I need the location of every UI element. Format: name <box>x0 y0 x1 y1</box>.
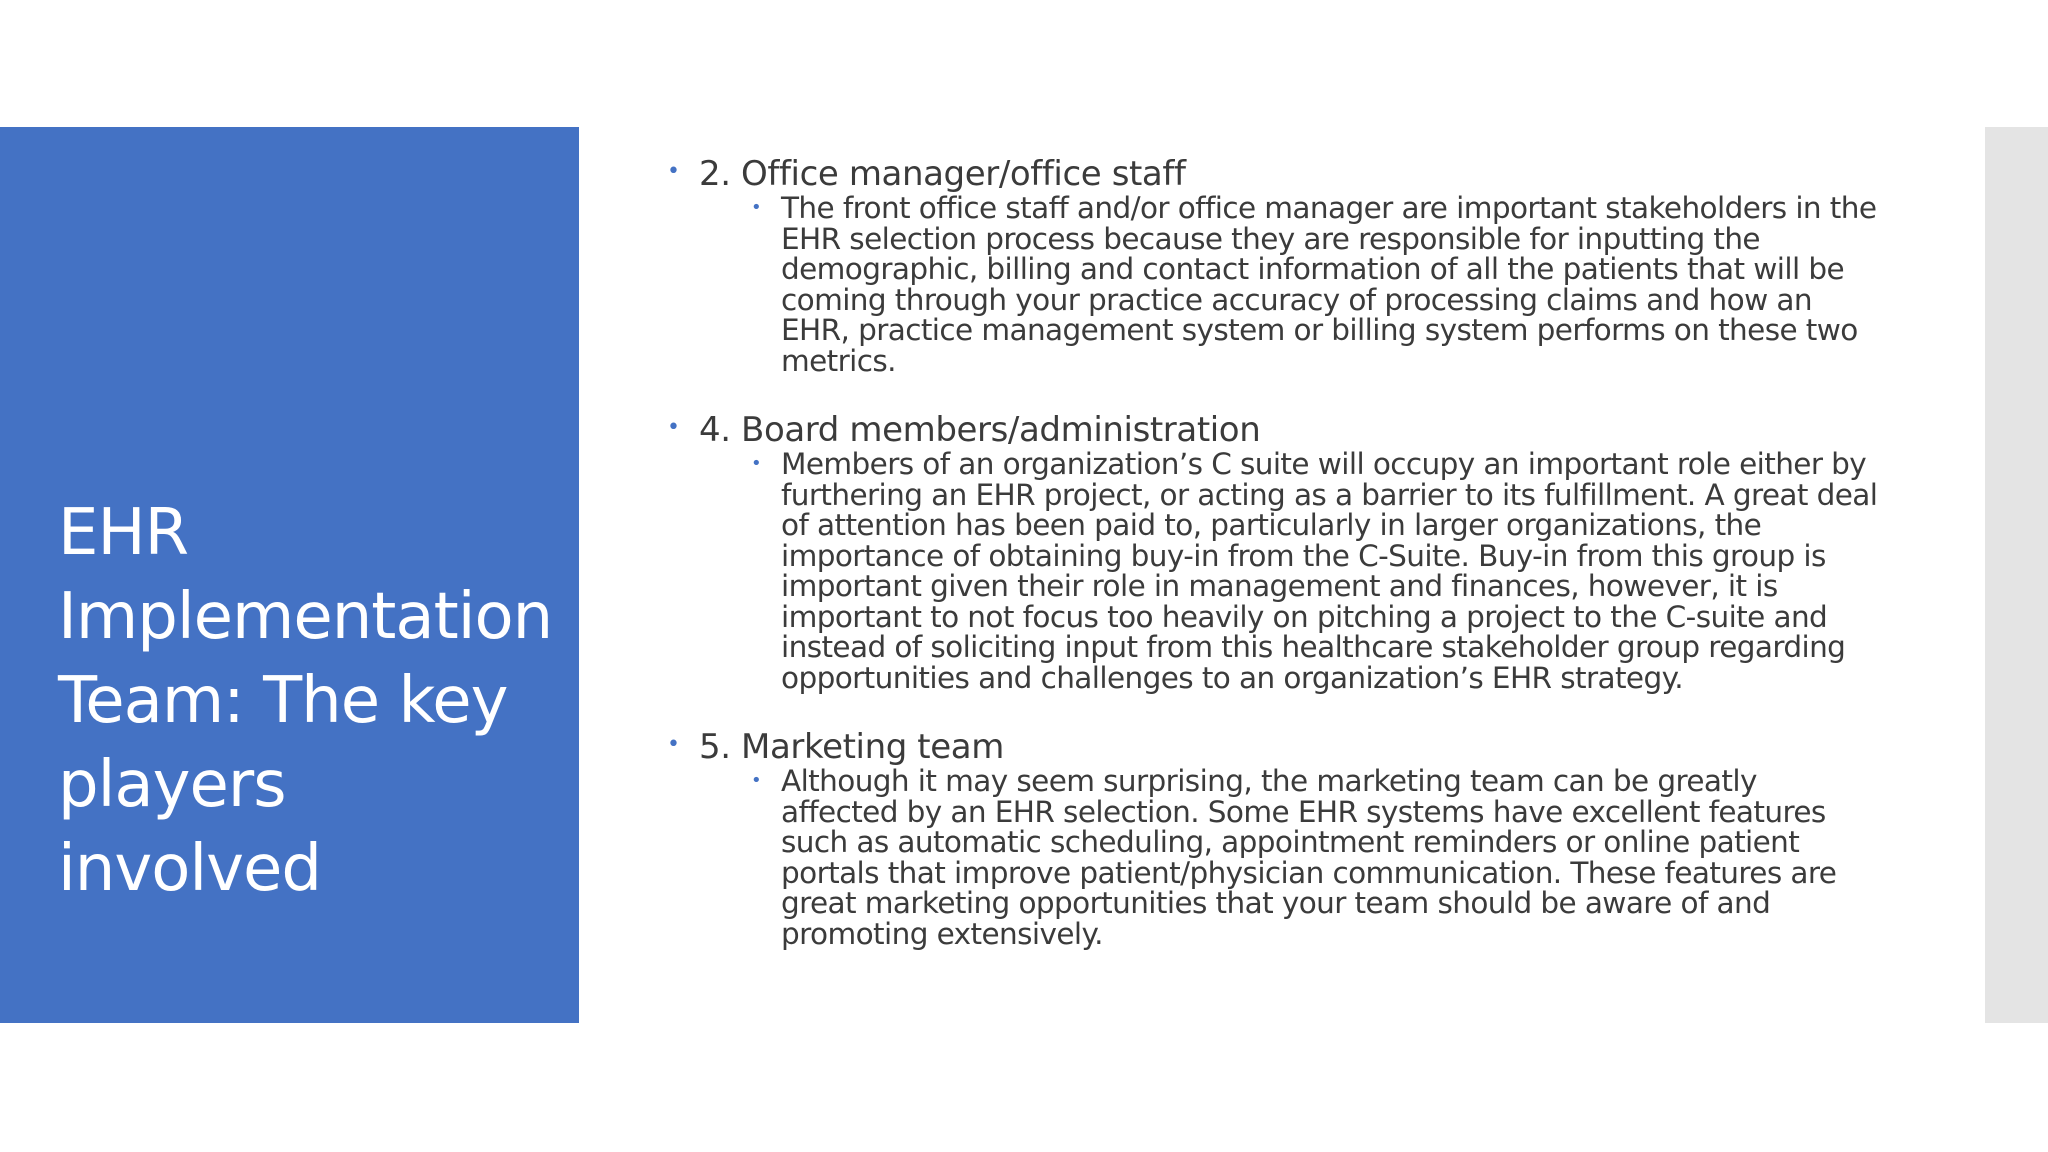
bullet-dot-icon: • <box>667 732 680 757</box>
bullet-dot-icon: • <box>667 159 680 184</box>
section-body <box>660 766 1880 949</box>
section-body-text: The front office staff and/or office manager are important stakeholders in the EHR selection process because they are responsible for inputting the demographic, billing and contact information of all the patients that will be coming through your practice accuracy of processing claims and how an EHR, practice management system or billing system performs on these two metrics. <box>781 191 1877 378</box>
slide-body <box>660 150 1880 949</box>
slide-title: EHR Implementation Team: The key players involved <box>58 496 553 906</box>
section-marketing-team <box>660 723 1880 949</box>
section-body <box>660 449 1880 693</box>
section-board-members <box>660 406 1880 693</box>
section-office-staff <box>660 150 1880 376</box>
bullet-dot-icon: • <box>667 415 680 440</box>
section-body-text: Members of an organization’s C suite will occupy an important role either by furthering an EHR project, or acting as a barrier to its fulfillment. A great deal of attention has been paid to, particularly in larger organizations, the importance of obtaining buy-in from the C-Suite. Buy-in from this group is important given their role in management and finances, however, it is important to not focus too heavily on pitching a project to the C-suite and instead of soliciting input from this healthcare stakeholder group regarding opportunities and challenges to an organization’s EHR strategy. <box>781 447 1878 695</box>
sub-bullet-dot-icon: • <box>751 197 762 218</box>
sub-bullet-dot-icon: • <box>751 453 762 474</box>
right-edge-strip <box>1985 127 2048 1023</box>
sub-bullet-dot-icon: • <box>751 770 762 791</box>
section-heading-text: 5. Marketing team <box>699 727 1004 767</box>
section-heading-text: 2. Office manager/office staff <box>699 154 1186 194</box>
section-body <box>660 193 1880 376</box>
section-heading-text: 4. Board members/administration <box>699 410 1261 450</box>
section-body-text: Although it may seem surprising, the marketing team can be greatly affected by an EHR selection. Some EHR systems have excellent features such as automatic scheduling, appointment reminders or online patient portals that improve patient/physician communication. These features are great marketing opportunities that your team should be aware of and promoting extensively. <box>781 764 1837 951</box>
title-panel <box>0 127 579 1023</box>
